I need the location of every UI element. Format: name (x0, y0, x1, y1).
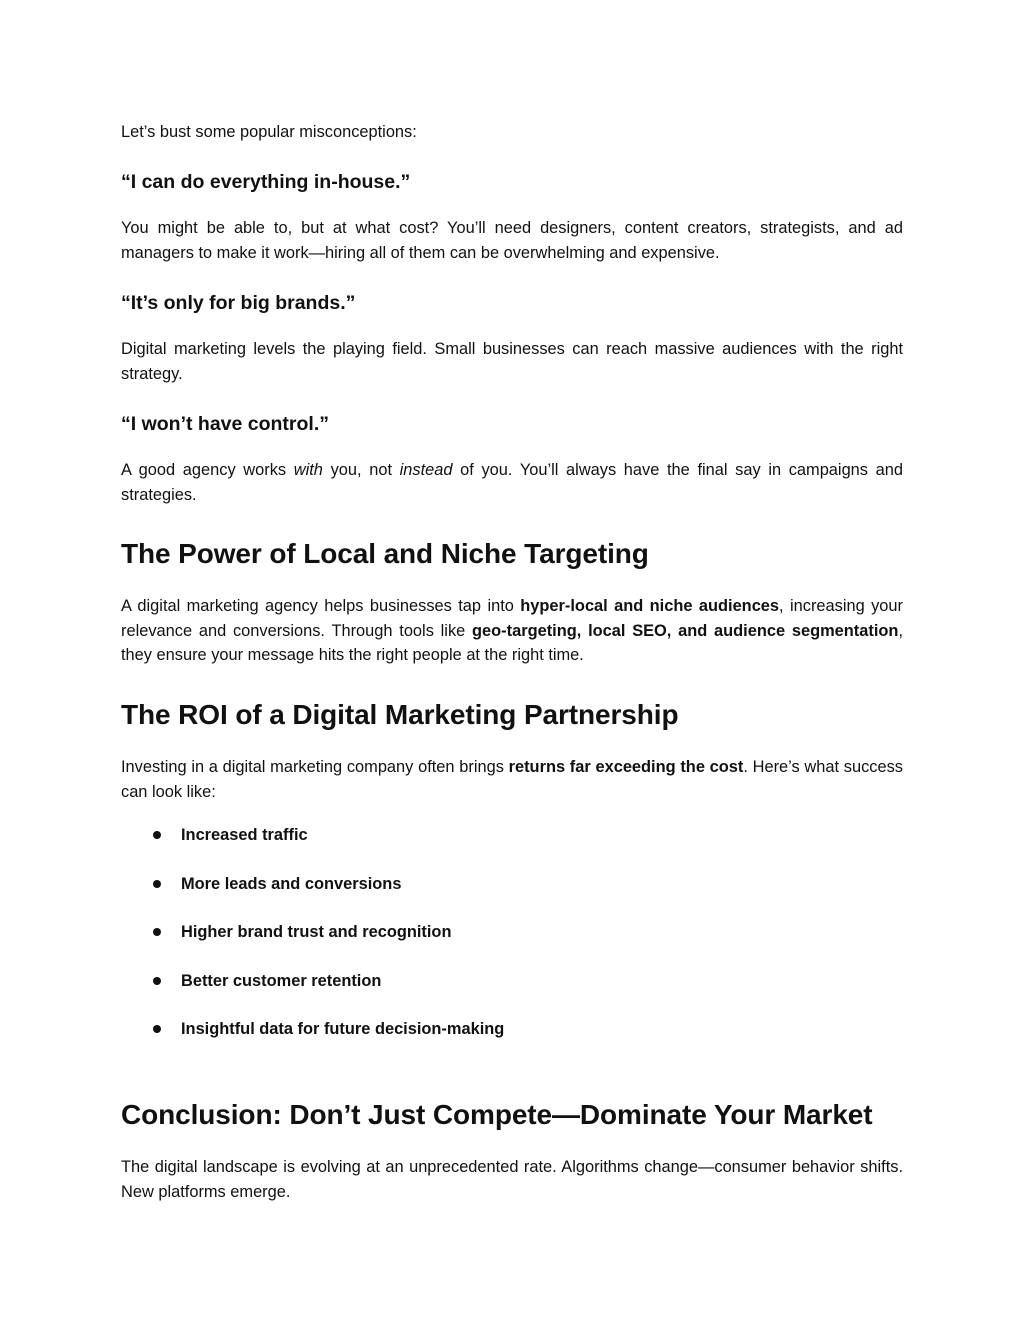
conclusion-paragraph: The digital landscape is evolving at an unprecedented rate. Algorithms change—consumer behavior shifts. New platforms emerge. (121, 1158, 903, 1201)
emphasis-with: with (293, 461, 323, 479)
list-item-text: More leads and conversions (181, 875, 402, 893)
bold-run: hyper-local and niche audiences (520, 597, 780, 615)
myth-body-control (121, 458, 903, 507)
myth-heading-in-house: “I can do everything in-house.” (121, 171, 411, 193)
section-heading-roi: The ROI of a Digital Marketing Partnership (121, 699, 679, 730)
myth-body-big-brands: Digital marketing levels the playing field. Small businesses can reach massive audiences with the right strategy. (121, 340, 903, 383)
section-heading-local-targeting: The Power of Local and Niche Targeting (121, 538, 649, 569)
bullet-icon (153, 928, 161, 936)
list-item-text: Better customer retention (181, 972, 382, 990)
bullet-icon (153, 880, 161, 888)
roi-paragraph (121, 755, 903, 804)
bullet-icon (153, 1025, 161, 1033)
myth-body-in-house: You might be able to, but at what cost? You’ll need designers, content creators, strategists, and ad managers to make it work—hiring all of them can be overwhelming and expensive. (121, 219, 903, 262)
text-run: you, not (322, 461, 400, 479)
myth-heading-control: “I won’t have control.” (121, 413, 330, 435)
local-targeting-paragraph (121, 594, 903, 668)
text-run: A digital marketing agency helps businesses tap into (121, 597, 521, 615)
text-run: of you. You’ll always have the final say in campaigns and strategies. (121, 461, 903, 504)
emphasis-instead: instead (399, 461, 453, 479)
text-run: Investing in a digital marketing company often brings (121, 758, 509, 776)
text-run: , increasing your relevance and conversions. Through tools like (121, 597, 903, 640)
intro-paragraph: Let’s bust some popular misconceptions: (121, 123, 417, 141)
list-item-text: Increased traffic (181, 826, 308, 844)
list-item-text: Insightful data for future decision-making (181, 1020, 505, 1038)
text-run: . Here’s what success can look like: (121, 758, 903, 801)
bullet-icon (153, 977, 161, 985)
myth-heading-big-brands: “It’s only for big brands.” (121, 292, 356, 314)
bold-run: returns far exceeding the cost (508, 758, 744, 776)
bullet-icon (153, 831, 161, 839)
section-heading-conclusion: Conclusion: Don’t Just Compete—Dominate Your Market (121, 1099, 873, 1130)
text-run: , they ensure your message hits the right people at the right time. (121, 621, 903, 664)
list-item-text: Higher brand trust and recognition (181, 923, 452, 941)
bold-run: geo-targeting, local SEO, and audience segmentation (472, 621, 899, 640)
text-run: A good agency works (121, 461, 294, 479)
